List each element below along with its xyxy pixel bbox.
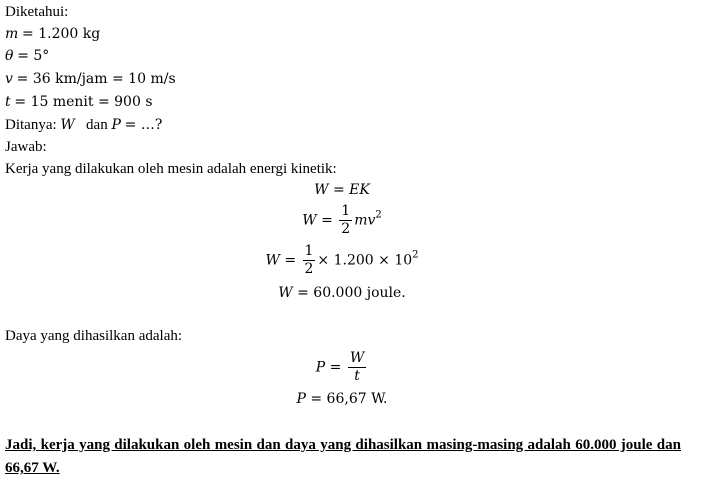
work-equation-4	[0, 284, 684, 302]
work-eq1-lhs: W	[314, 182, 329, 198]
work-eq1-rhs: = EK	[332, 182, 370, 198]
power-eq1-lhs: P	[315, 359, 326, 376]
work-eq3-equals: =	[284, 252, 297, 269]
power-equation-1	[0, 350, 684, 385]
answer-heading: Jawab:	[5, 139, 47, 155]
work-eq2-denominator: 2	[341, 221, 351, 237]
velocity-symbol: v	[5, 71, 13, 87]
asked-and: dan	[86, 117, 108, 133]
work-eq3-numerator: 1	[304, 243, 314, 259]
power-eq1-denominator: t	[354, 368, 360, 384]
asked-line	[5, 116, 162, 134]
work-eq4-lhs: W	[278, 285, 293, 301]
conclusion-text: Jadi, kerja yang dilakukan oleh mesin dan daya yang dihasilkan masing-masing adalah 60.000 joule dan 66,67 W.	[5, 437, 681, 476]
time-symbol: t	[5, 94, 11, 110]
asked-p-symbol: P	[111, 117, 121, 133]
mass-value: = 1.200 kg	[22, 26, 101, 42]
time-value: = 15 menit = 900 s	[14, 94, 153, 110]
given-velocity	[5, 70, 176, 88]
power-eq2-rhs: = 66,67 W.	[310, 391, 388, 407]
angle-symbol: θ	[5, 48, 14, 64]
power-eq1-fraction	[348, 350, 366, 385]
velocity-value: = 36 km/jam = 10 m/s	[16, 71, 176, 87]
asked-label: Ditanya:	[5, 117, 57, 133]
work-eq2-lhs: W	[302, 212, 317, 229]
work-eq2-numerator: 1	[341, 203, 351, 219]
work-equation-1	[0, 181, 684, 199]
work-eq2-fraction	[339, 203, 352, 238]
asked-tail: = …?	[124, 117, 163, 133]
work-eq3-tail: × 1.200 × 10	[317, 252, 413, 269]
power-eq1-numerator: W	[349, 350, 365, 366]
work-eq4-rhs: = 60.000 joule.	[297, 285, 406, 301]
work-equation-3	[0, 243, 684, 278]
work-eq2-exponent: 2	[375, 209, 382, 221]
power-equation-2	[0, 390, 684, 408]
asked-w-symbol: W	[60, 117, 75, 133]
work-eq3-denominator: 2	[304, 261, 314, 277]
work-eq3-fraction	[303, 243, 316, 278]
work-intro: Kerja yang dilakukan oleh mesin adalah energi kinetik:	[5, 161, 337, 177]
given-mass	[5, 25, 100, 43]
work-eq2-equals: =	[321, 212, 333, 229]
work-eq3-exponent: 2	[412, 249, 419, 261]
power-eq2-lhs: P	[296, 391, 306, 407]
work-eq2-tail: mv	[354, 212, 376, 229]
given-angle	[5, 47, 49, 65]
angle-value: = 5°	[17, 48, 50, 64]
power-intro: Daya yang dihasilkan adalah:	[5, 328, 183, 344]
given-time	[5, 93, 153, 111]
mass-symbol: m	[5, 26, 19, 42]
work-equation-2	[0, 203, 684, 238]
power-eq1-equals: =	[329, 359, 342, 376]
work-eq3-lhs: W	[265, 252, 280, 269]
given-heading: Diketahui:	[5, 4, 69, 20]
